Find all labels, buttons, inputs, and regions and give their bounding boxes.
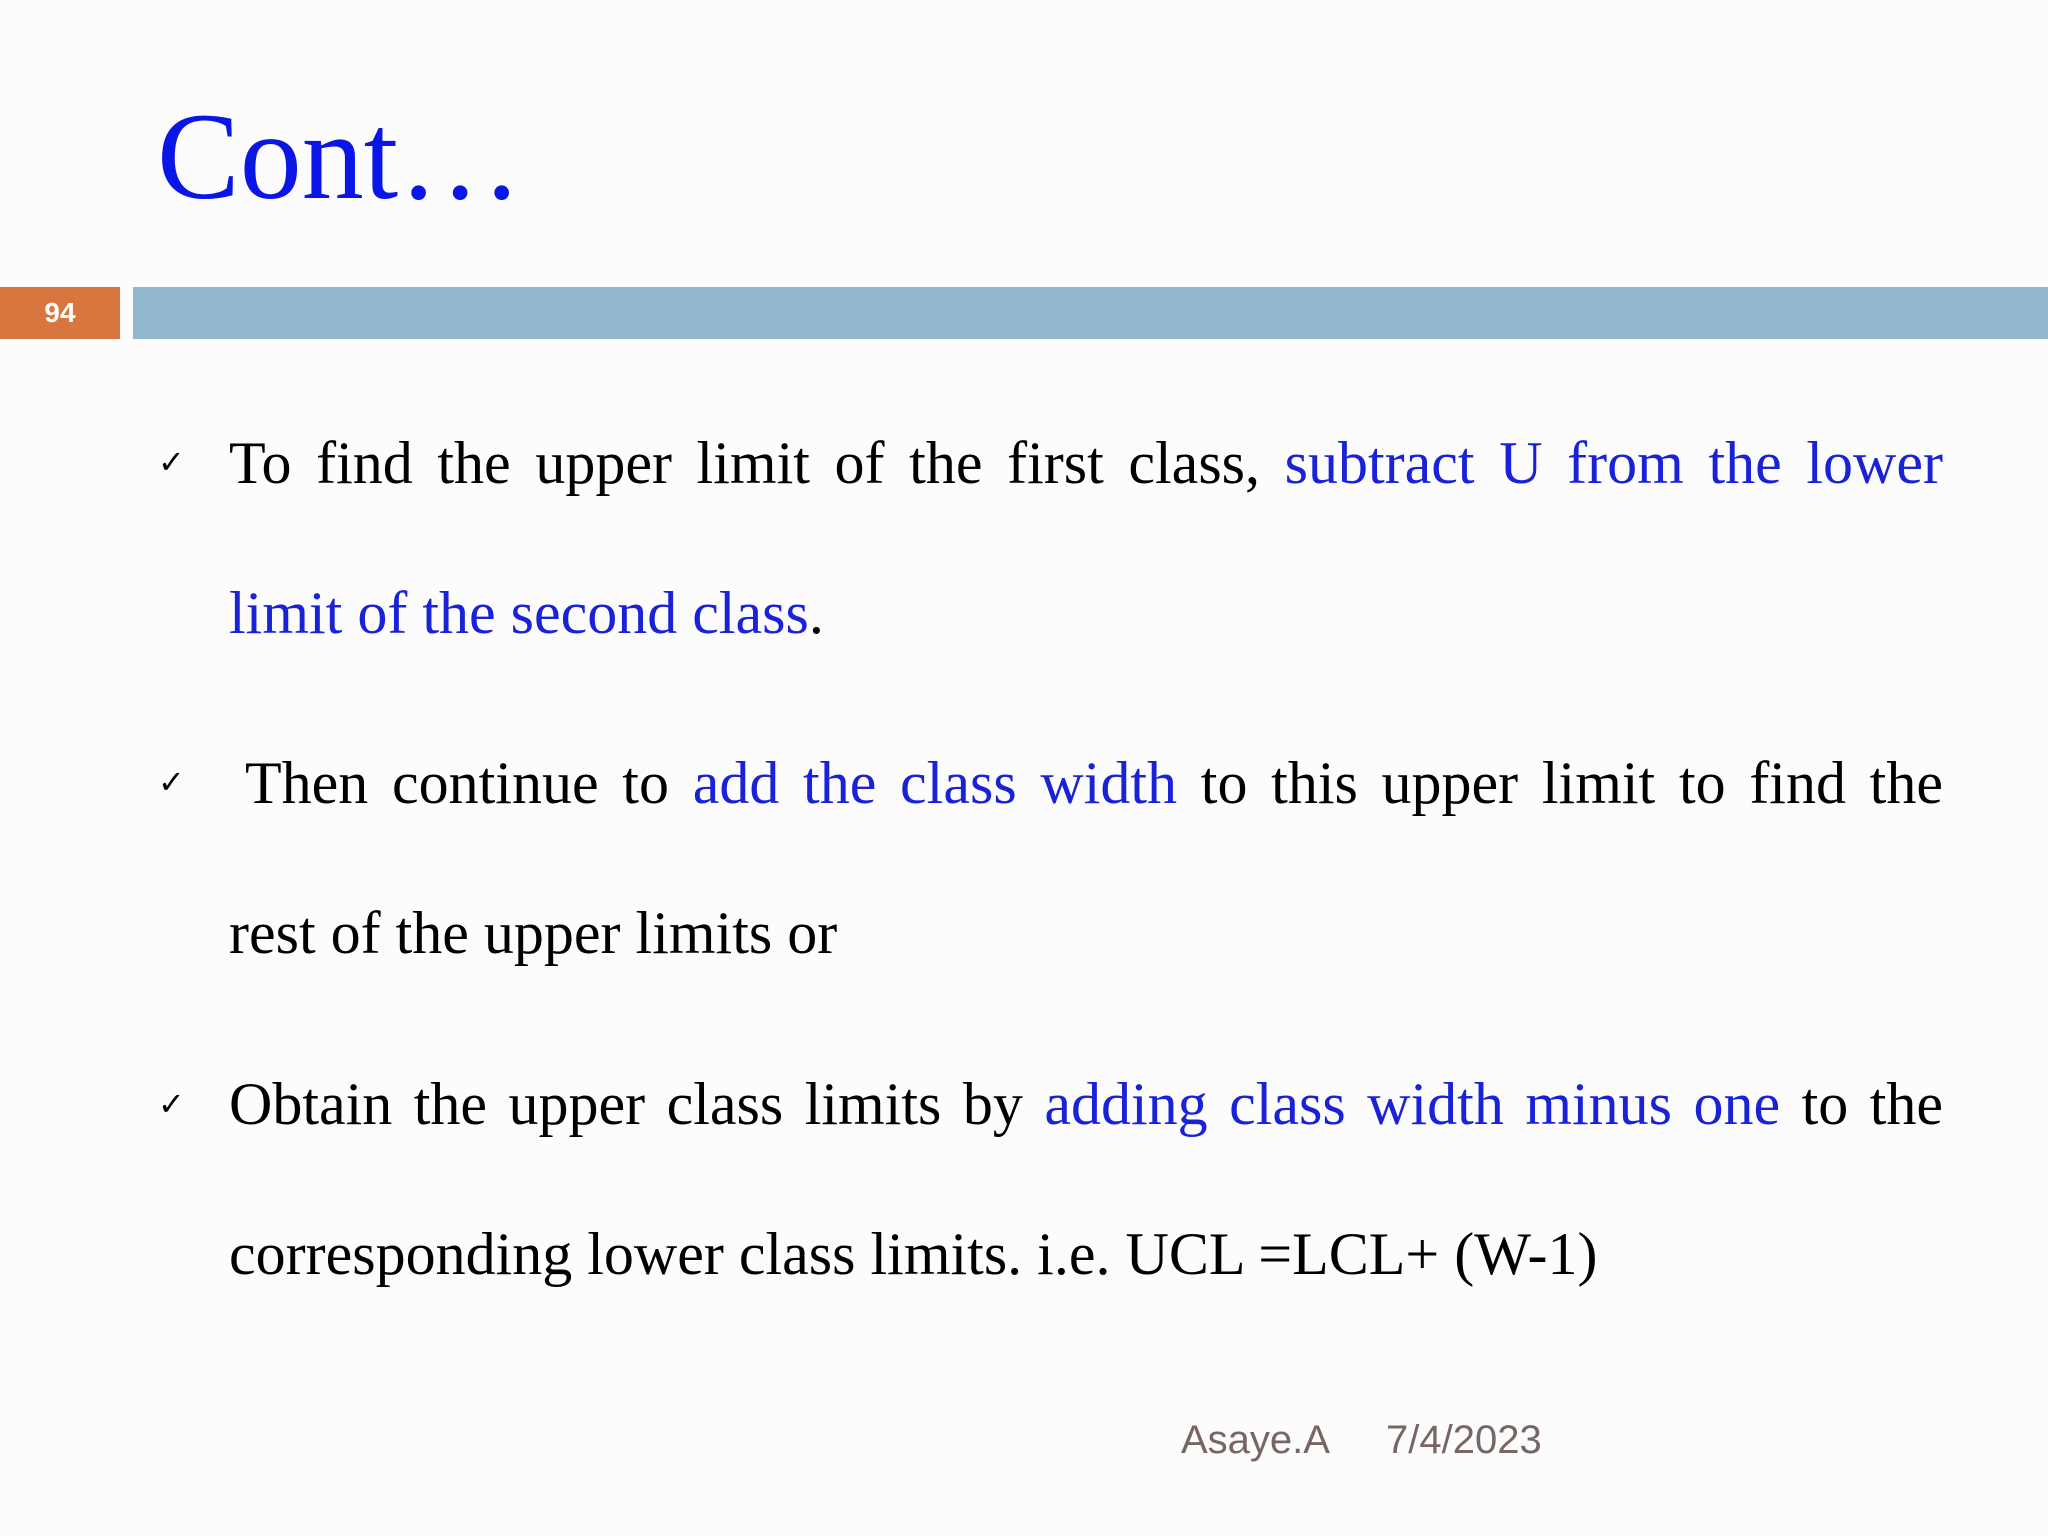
bullet-2-line-1 <box>245 750 1943 816</box>
bullet-2-line-2 <box>229 900 1943 966</box>
body-text: to the <box>1780 1071 1944 1137</box>
footer-author: Asaye.A <box>1181 1418 1330 1462</box>
slide-title: Cont… <box>157 88 523 225</box>
highlighted-text: subtract U from the lower <box>1284 430 1943 496</box>
body-text: . <box>808 580 824 646</box>
highlighted-text: adding class width minus one <box>1044 1071 1781 1137</box>
check-mark-icon: ✓ <box>158 763 185 801</box>
body-text: Then continue to <box>245 750 693 816</box>
bullet-1-line-2 <box>229 580 1943 646</box>
page-number: 94 <box>44 297 76 328</box>
highlighted-text: limit of the second class <box>229 580 809 646</box>
body-text: rest of the upper limits or <box>229 900 838 966</box>
body-text: To find the upper limit of the first class, <box>229 430 1285 496</box>
body-text: corresponding lower class limits. i.e. UCL =LCL+ (W-1) <box>229 1221 1598 1287</box>
bullet-1-line-1 <box>229 430 1943 496</box>
body-text: Obtain the upper class limits by <box>229 1071 1045 1137</box>
highlighted-text: add the class width <box>692 750 1178 816</box>
bullet-3-line-2 <box>229 1221 1943 1287</box>
footer-date: 7/4/2023 <box>1386 1418 1542 1462</box>
bullet-3-line-1 <box>229 1071 1944 1137</box>
check-mark-icon: ✓ <box>158 443 185 481</box>
check-mark-icon: ✓ <box>158 1085 185 1123</box>
body-text: to this upper limit to find the <box>1177 750 1943 816</box>
